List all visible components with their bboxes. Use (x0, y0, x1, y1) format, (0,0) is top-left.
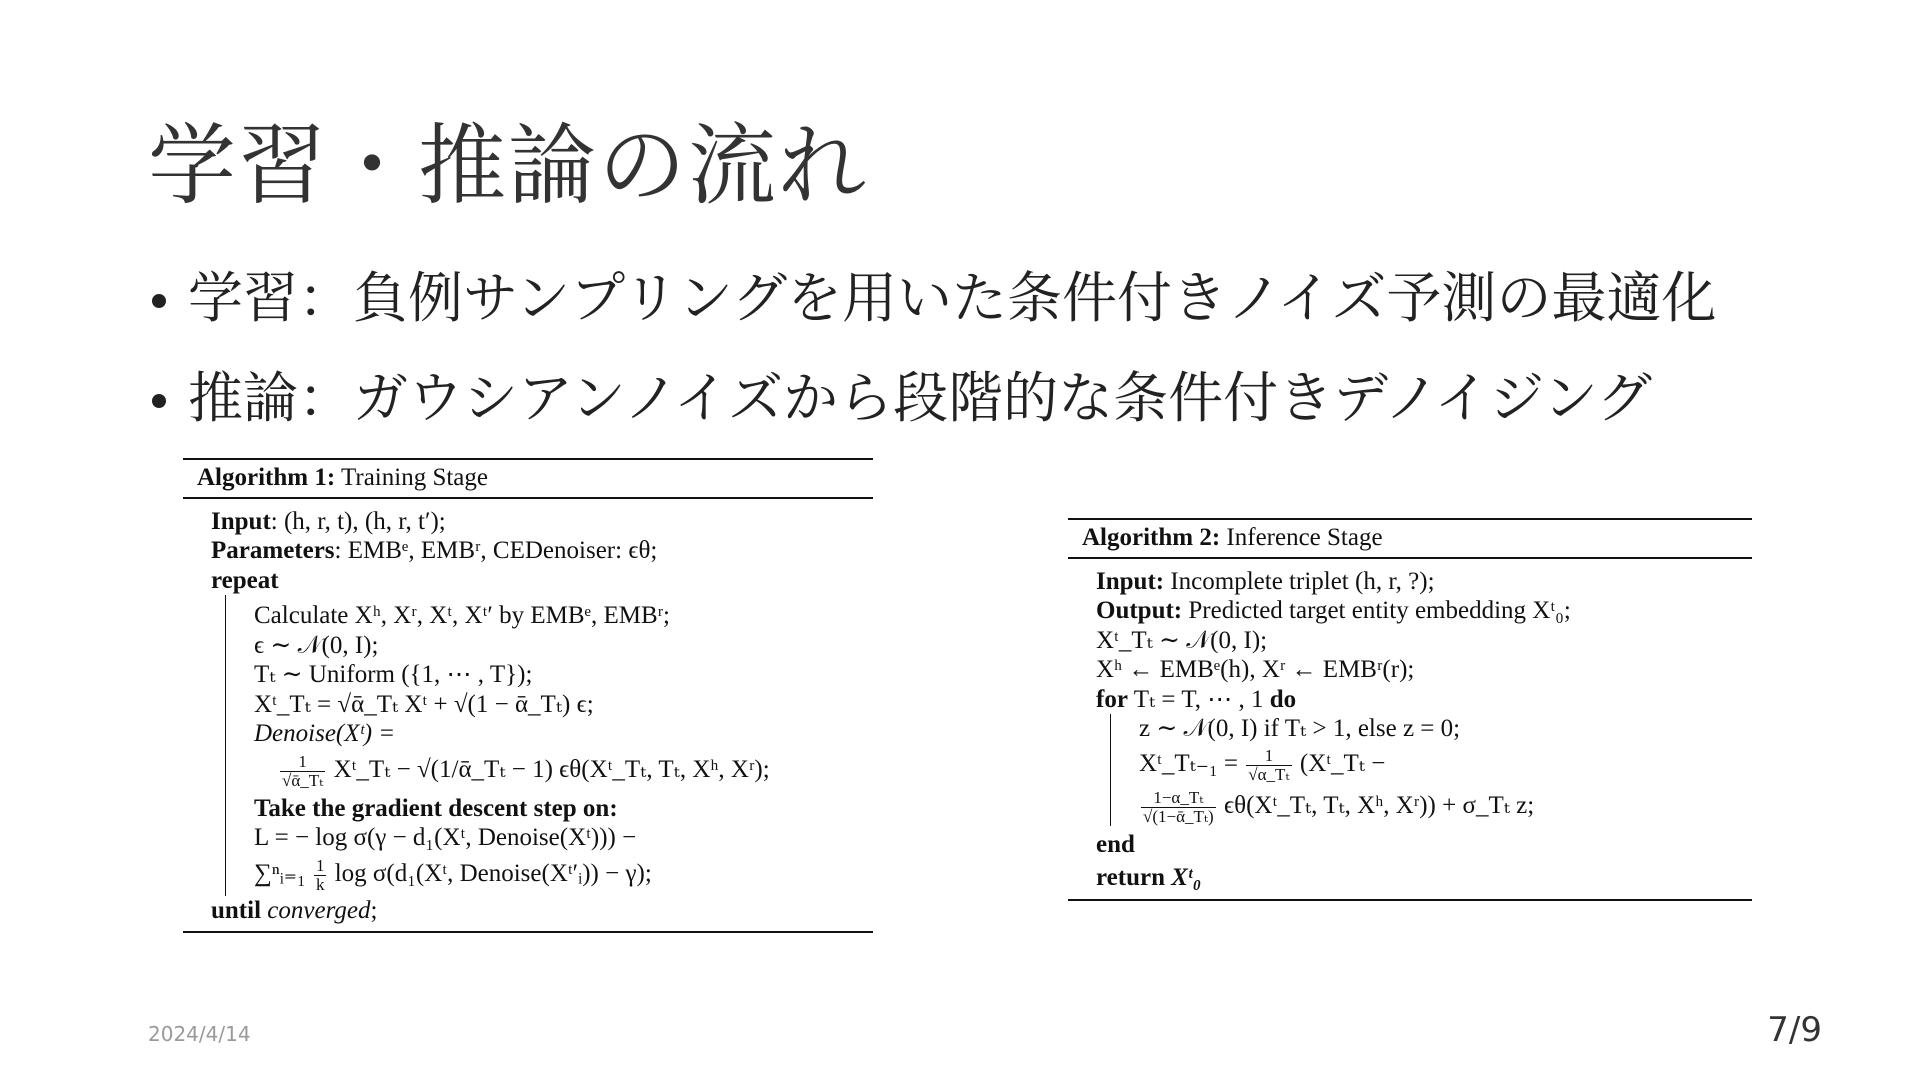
algorithm1-loop-line-3: Tₜ ∼ Uniform ({1, ⋯ , T}); (254, 661, 533, 688)
algorithm2-input-value: Incomplete triplet (h, r, ?); (1170, 567, 1435, 595)
algorithm2-loop-line-2-post: (Xᵗ_Tₜ − (1299, 749, 1386, 777)
algorithm1-repeat: repeat (211, 566, 279, 594)
algorithm1-loss-line-2: log σ(d₁(Xᵗ, Denoise(Xᵗ′ᵢ)) − γ); (334, 859, 652, 887)
algorithm2-frac1-num: 1 (1246, 747, 1291, 766)
algorithm1-until-cond: converged (267, 896, 371, 924)
algorithm1-params-value: : EMBᵉ, EMBʳ, CEDenoiser: ϵθ; (334, 537, 658, 564)
algorithm2-loop-line-3-post: ϵθ(Xᵗ_Tₜ, Tₜ, Xʰ, Xʳ)) + σ_Tₜ z; (1223, 791, 1535, 819)
bullet-training: 学習：負例サンプリングを用いた条件付きノイズ予測の最適化 (150, 248, 1716, 348)
algorithm2-header (1068, 520, 1752, 557)
algorithm1-bottom-rule (183, 931, 873, 933)
algorithm2-loop-line-1: z ∼ 𝒩(0, I) if Tₜ > 1, else z = 0; (1139, 715, 1461, 742)
algorithm1-input-value: : (h, r, t), (h, r, t′); (270, 507, 446, 535)
algorithm2-output-label: Output: (1096, 597, 1183, 624)
algorithm1-denoise-fraction (280, 753, 325, 790)
algorithm2-line-init: Xᵗ_Tₜ ∼ 𝒩(0, I); (1096, 626, 1268, 654)
algorithm2-body (1068, 559, 1752, 899)
algorithm1-loss-line-1: L = − log σ(γ − d₁(Xᵗ, Denoise(Xᵗ))) − (254, 824, 637, 851)
algorithm2-loop-fraction-2 (1141, 789, 1216, 826)
algorithm1-until-end: ; (370, 896, 378, 924)
algorithm2-output-value: Predicted target entity embedding Xᵗ₀; (1188, 597, 1571, 624)
algorithm1-loss-frac-num: 1 (315, 855, 325, 875)
algorithm1-denoise-frac-den: √ᾱ_Tₜ (282, 770, 324, 790)
algorithm2-loop-block (1110, 714, 1752, 826)
algorithm2-do-keyword: do (1269, 685, 1297, 713)
algorithm2-name: Inference Stage (1226, 524, 1383, 551)
algorithm2-loop-fraction-1 (1246, 747, 1291, 784)
slide-title: 学習・推論の流れ (148, 114, 869, 217)
algorithm1-input-label: Input (211, 507, 271, 535)
algorithm1-loss-frac-den: k (315, 874, 325, 894)
algorithm1-name: Training Stage (340, 464, 488, 491)
bullet-inference: 推論：ガウシアンノイズから段階的な条件付きデノイジング (150, 348, 1716, 448)
algorithm1-params-label: Parameters (211, 537, 335, 564)
algorithm1-header (183, 460, 873, 497)
algorithm1-gradient-label: Take the gradient descent step on: (254, 794, 618, 822)
algorithm1-loop-line-1: Calculate Xʰ, Xʳ, Xᵗ, Xᵗ′ by EMBᵉ, EMBʳ; (254, 602, 671, 629)
bullet-list (150, 248, 1716, 448)
algorithm1-loop-line-4: Xᵗ_Tₜ = √ᾱ_Tₜ Xᵗ + √(1 − ᾱ_Tₜ) ϵ; (254, 690, 594, 718)
algorithm1-loop-line-5: Denoise(Xᵗ) = (254, 720, 396, 747)
footer-date: 2024/4/14 (148, 1022, 251, 1046)
algorithm2-line-emb: Xʰ ← EMBᵉ(h), Xʳ ← EMBʳ(r); (1096, 656, 1415, 683)
algorithm2-frac2-num: 1−α_Tₜ (1141, 789, 1216, 808)
algorithm2-label: Algorithm 2: (1082, 524, 1221, 551)
algorithm2-for-keyword: for (1096, 685, 1128, 713)
algorithm2-return-keyword: return (1096, 864, 1165, 891)
algorithm1-loss-fraction (314, 857, 327, 894)
algorithm2-box (1068, 518, 1752, 901)
algorithm1-label: Algorithm 1: (197, 464, 336, 491)
algorithm2-return-value: Xᵗ₀ (1171, 864, 1202, 891)
algorithm1-body (183, 499, 873, 932)
algorithm1-denoise-rest: Xᵗ_Tₜ − √(1/ᾱ_Tₜ − 1) ϵθ(Xᵗ_Tₜ, Tₜ, Xʰ, Xʳ); (333, 755, 770, 783)
algorithm1-box (183, 458, 873, 933)
algorithm2-bottom-rule (1068, 899, 1752, 901)
algorithm2-loop-line-2-pre: Xᵗ_Tₜ₋₁ = (1139, 749, 1239, 777)
algorithm2-frac2-den: √(1−ᾱ_Tₜ) (1143, 806, 1214, 826)
algorithm1-loss-sum: ∑ⁿᵢ₌₁ (254, 859, 306, 887)
algorithm2-end-keyword: end (1096, 830, 1135, 858)
algorithm1-loop-line-2: ϵ ∼ 𝒩(0, I); (254, 631, 379, 659)
algorithm2-for-range: Tₜ = T, ⋯ , 1 (1133, 685, 1264, 713)
algorithm1-until: until (211, 896, 262, 924)
algorithm1-denoise-frac-num: 1 (280, 753, 325, 772)
algorithm2-input-label: Input: (1096, 567, 1165, 595)
algorithm2-frac1-den: √α_Tₜ (1248, 764, 1290, 784)
page-number: 7/9 (1767, 1010, 1822, 1050)
algorithm1-loop-block (225, 595, 873, 896)
